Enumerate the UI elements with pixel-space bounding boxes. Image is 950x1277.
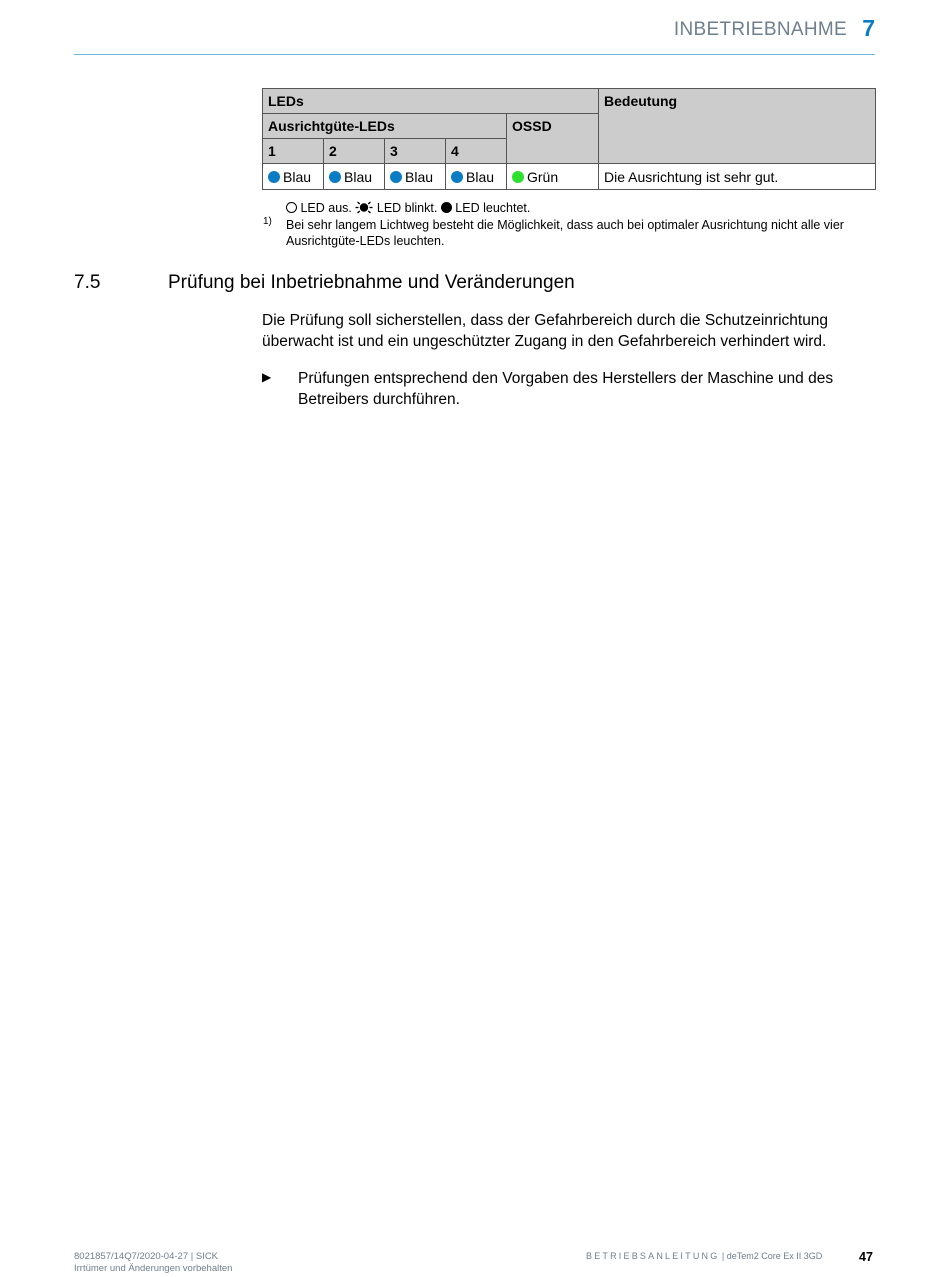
- blue-led-icon: [329, 171, 341, 183]
- footer-doc-type: BETRIEBSANLEITUNG: [586, 1251, 720, 1261]
- cell-led-2-text: Blau: [344, 168, 373, 185]
- cell-led-2: [324, 164, 385, 190]
- led-status-table: [262, 88, 876, 190]
- footer-doc-id: 8021857/14Q7/2020-04-27 | SICK: [74, 1251, 219, 1262]
- header-col-2: 2: [324, 139, 385, 164]
- cell-led-3-text: Blau: [405, 168, 434, 185]
- led-off-icon: [286, 202, 297, 213]
- footer-product: deTem2 Core Ex II 3GD: [726, 1251, 823, 1261]
- led-legend: [286, 201, 530, 215]
- bullet-triangle-icon: ▶: [262, 370, 272, 384]
- chapter-number: 7: [862, 15, 875, 41]
- green-led-icon: [512, 171, 524, 183]
- footer-document: [586, 1251, 822, 1261]
- blue-led-icon: [451, 171, 463, 183]
- blue-led-icon: [268, 171, 280, 183]
- cell-led-4-text: Blau: [466, 168, 495, 185]
- section-number: 7.5: [74, 272, 101, 293]
- body-paragraph: Die Prüfung soll sicherstellen, dass der Gefahrbereich durch die Schutzeinrichtung überwacht ist und ein ungeschützter Zugang in den Gefahrbereich verhindert wird.: [262, 312, 829, 350]
- footnote-text: Bei sehr langem Lichtweg besteht die Möglichkeit, dass auch bei optimaler Ausrichtung nicht alle vier Ausrichtgüte-LEDs leuchten.: [286, 218, 844, 248]
- cell-led-1-text: Blau: [283, 168, 312, 185]
- legend-blink: LED blinkt.: [376, 201, 438, 215]
- legend-on: LED leuchtet.: [455, 201, 531, 215]
- cell-led-4: [446, 164, 507, 190]
- header-col-4: 4: [446, 139, 507, 164]
- header-meaning: Bedeutung: [599, 89, 876, 164]
- cell-led-3: [385, 164, 446, 190]
- footer-left: [74, 1251, 232, 1275]
- table-row: [263, 164, 876, 190]
- header-leds: LEDs: [263, 89, 599, 114]
- blue-led-icon: [390, 171, 402, 183]
- footnote-mark: 1): [263, 216, 272, 227]
- footer-separator: |: [719, 1251, 727, 1261]
- header-alignment-leds: Ausrichtgüte-LEDs: [263, 114, 507, 139]
- page-number: 47: [859, 1250, 873, 1264]
- cell-meaning: Die Ausrichtung ist sehr gut.: [599, 164, 876, 190]
- chapter-title: INBETRIEBNAHME: [673, 19, 847, 40]
- legend-off: LED aus.: [300, 201, 352, 215]
- led-on-icon: [441, 202, 452, 213]
- page-header: [74, 0, 875, 55]
- led-blink-icon: [355, 201, 373, 214]
- header-ossd: OSSD: [507, 114, 599, 164]
- cell-ossd: [507, 164, 599, 190]
- cell-ossd-text: Grün: [527, 168, 559, 185]
- cell-led-1: [263, 164, 324, 190]
- header-col-1: 1: [263, 139, 324, 164]
- footer-disclaimer: Irrtümer und Änderungen vorbehalten: [74, 1263, 233, 1274]
- section-title: Prüfung bei Inbetriebnahme und Veränderungen: [168, 272, 575, 293]
- bullet-item: Prüfungen entsprechend den Vorgaben des Herstellers der Maschine und des Betreibers durchführen.: [298, 370, 834, 408]
- header-col-3: 3: [385, 139, 446, 164]
